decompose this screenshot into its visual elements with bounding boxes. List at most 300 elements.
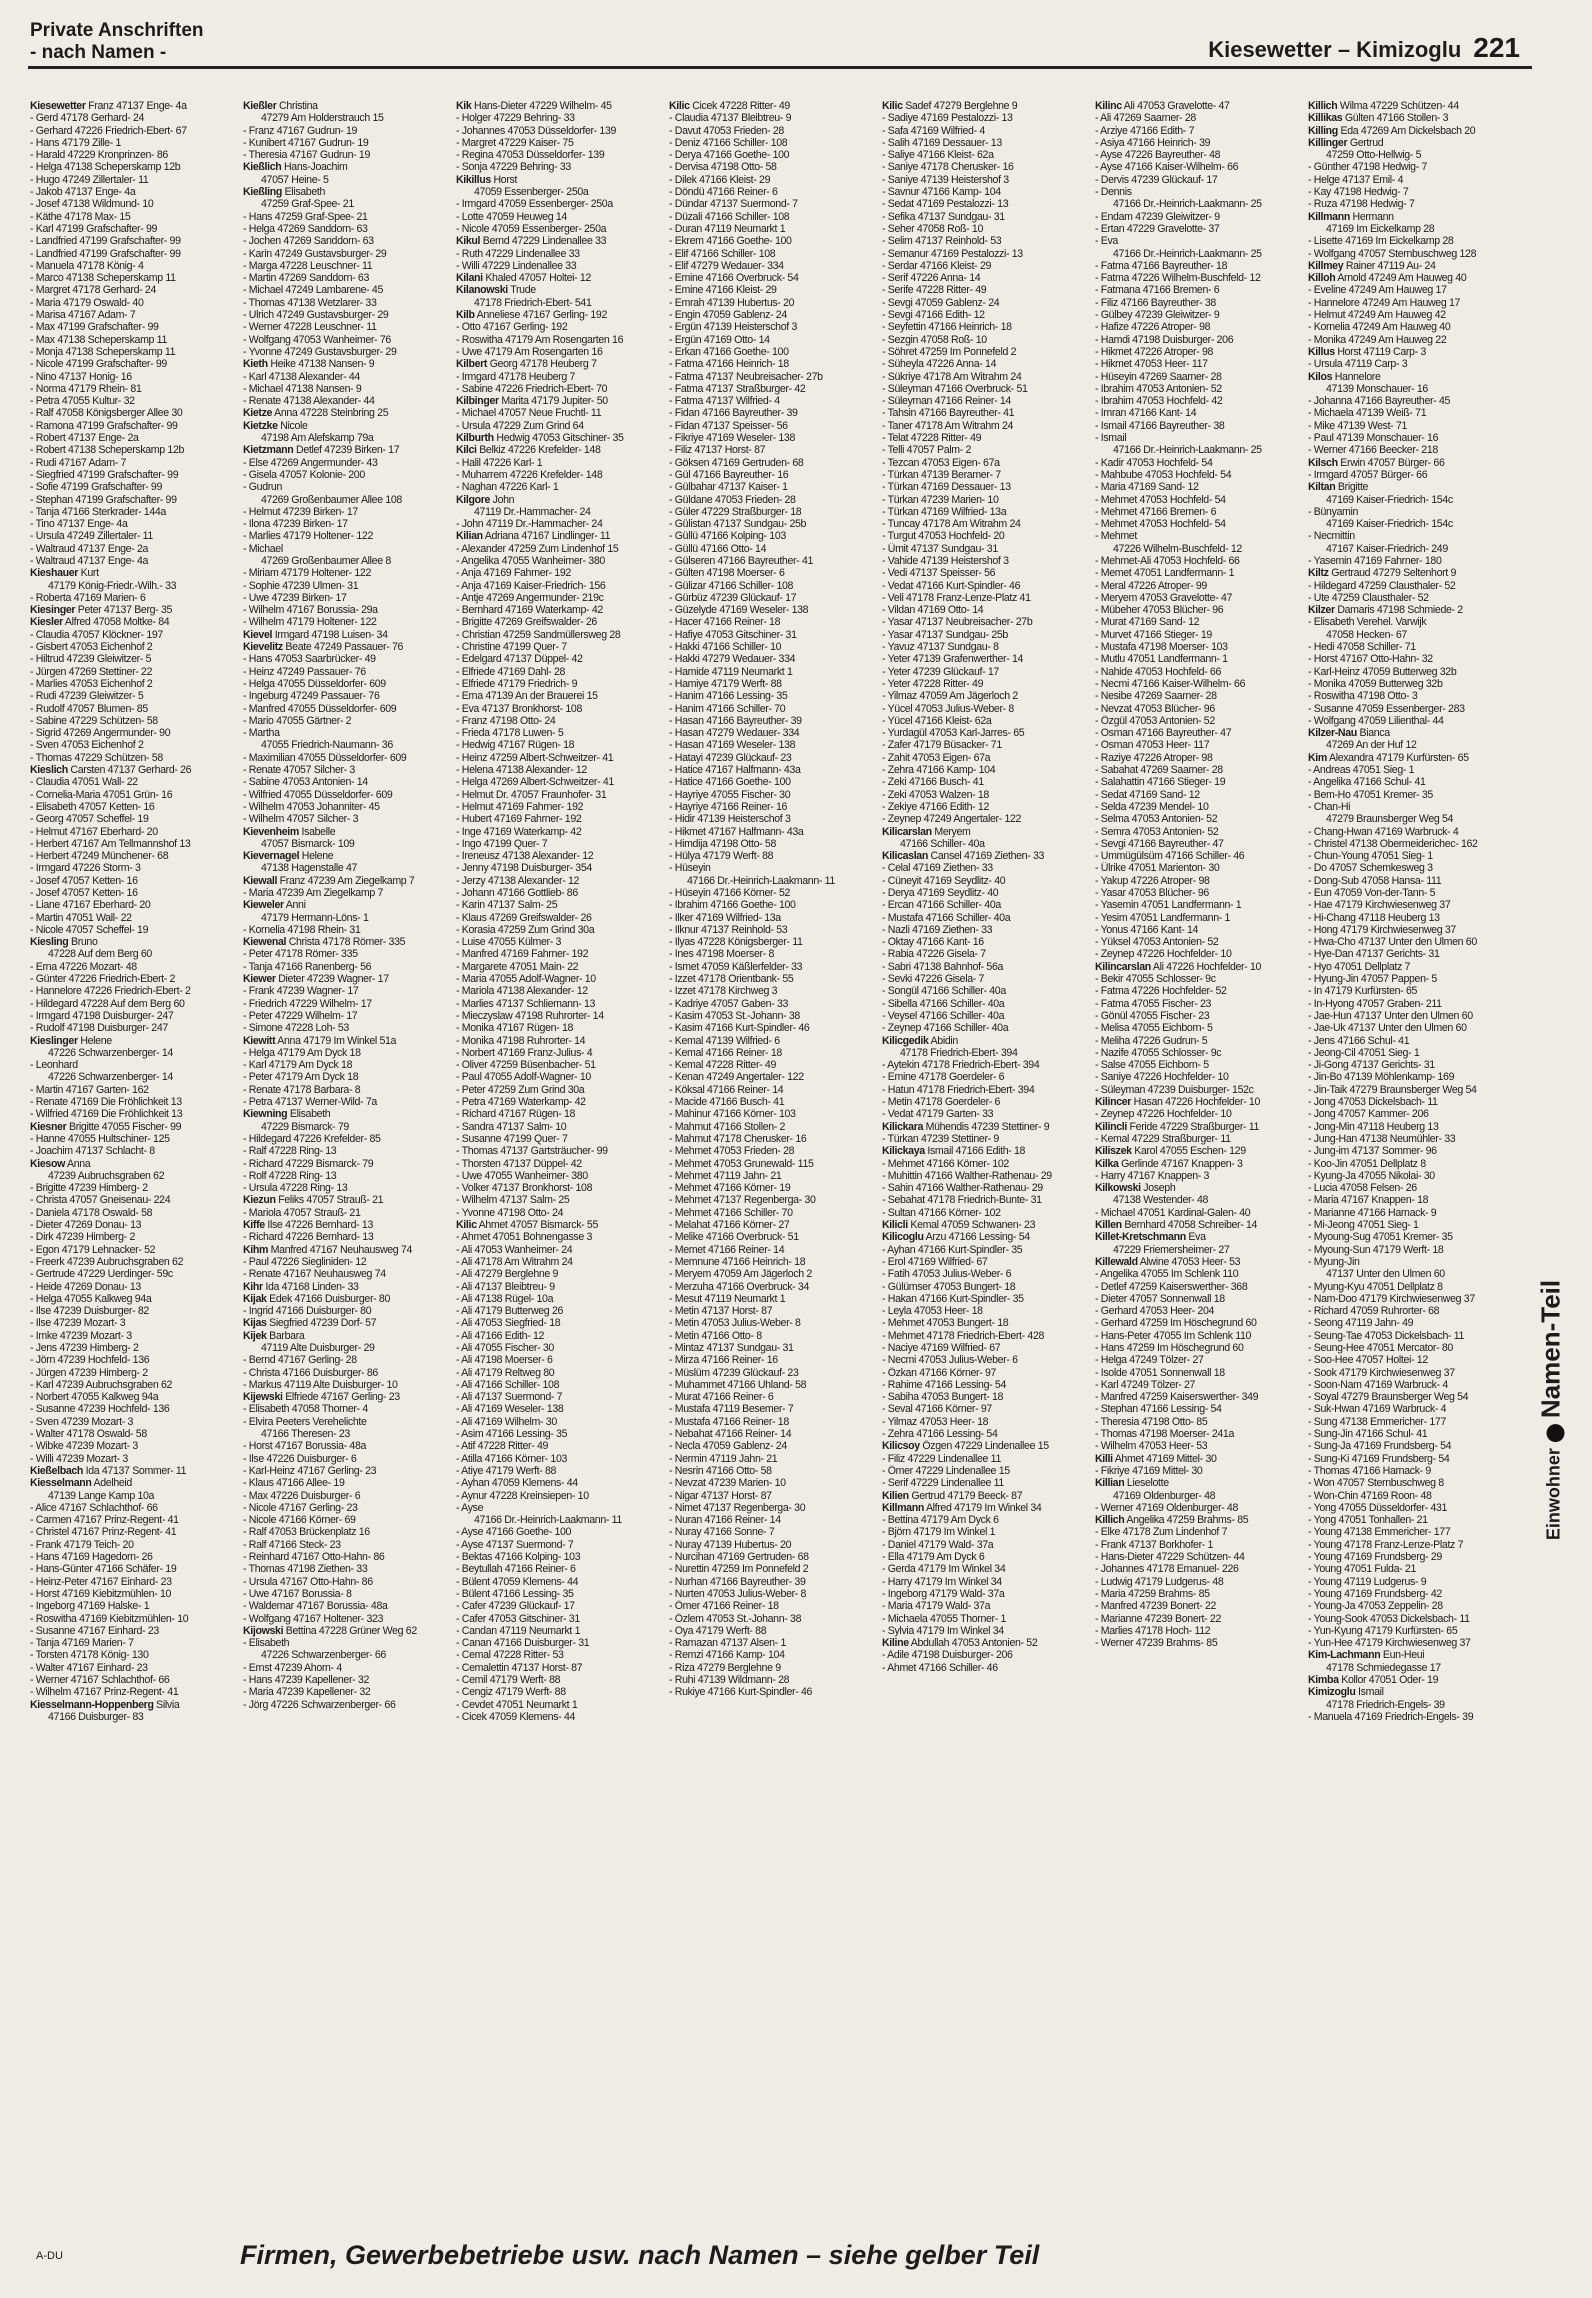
directory-entry: - Susanne 47199 Quer- 7: [456, 1132, 568, 1145]
directory-entry: 47179 König-Friedr.-Wilh.- 33: [48, 579, 177, 592]
directory-entry: Killoh Arnold 47249 Am Hauweg 40: [1308, 272, 1467, 285]
directory-entry: - Angelika 47166 Schul- 41: [1308, 776, 1426, 789]
directory-entry: - Celal 47169 Ziethen- 33: [882, 862, 993, 875]
directory-entry: - Helga 47249 Tölzer- 27: [1095, 1354, 1204, 1367]
directory-entry: Kilbinger Marita 47179 Jupiter- 50: [456, 395, 608, 408]
directory-entry: 47166 Dr.-Heinrich-Laakmann- 25: [1113, 198, 1262, 211]
directory-entry: Kievernagel Helene: [243, 850, 334, 863]
directory-entry: - Werner 47166 Beecker- 218: [1308, 444, 1438, 457]
directory-entry: - Ercan 47166 Schiller- 40a: [882, 899, 1001, 912]
directory-entry: - Marlies 47053 Eichenhof 2: [30, 677, 153, 690]
directory-entry: 47169 Kaiser-Friedrich- 154c: [1326, 493, 1453, 506]
directory-entry: - Elisabeth 47057 Ketten- 16: [30, 800, 155, 813]
directory-entry: 47226 Schwarzenberger- 14: [48, 1046, 173, 1059]
directory-entry: - Margarete 47051 Main- 22: [456, 960, 579, 973]
directory-entry: - Hidir 47139 Heisterschof 3: [669, 813, 791, 826]
directory-entry: - Saniye 47178 Cherusker- 16: [882, 161, 1014, 174]
directory-entry: - John 47119 Dr.-Hammacher- 24: [456, 518, 603, 531]
directory-entry: - Anja 47169 Fahrner- 192: [456, 567, 571, 580]
directory-entry: - Sevgi 47059 Gablenz- 24: [882, 296, 1000, 309]
directory-entry: - Mehmet 47053 Hochfeld- 54: [1095, 518, 1226, 531]
directory-entry: - Hakki 47166 Schiller- 10: [669, 641, 782, 654]
directory-entry: - Dennis: [1095, 186, 1132, 199]
directory-entry: - Manuela 47169 Friedrich-Engels- 39: [1308, 1710, 1474, 1723]
directory-entry: - Tezcan 47053 Eigen- 67a: [882, 456, 1000, 469]
directory-entry: - Hasan 47169 Weseler- 138: [669, 739, 796, 752]
directory-entry: - Hüseyin 47166 Körner- 52: [669, 887, 791, 899]
directory-entry: - Roswitha 47198 Otto- 3: [1308, 690, 1418, 703]
directory-entry: Kieshauer Kurt: [30, 567, 99, 580]
directory-entry: - Marianne 47166 Harnack- 9: [1308, 1206, 1437, 1219]
directory-entry: - Renate 47138 Alexander- 44: [243, 395, 375, 408]
directory-entry: - Marisa 47167 Adam- 7: [30, 309, 136, 322]
directory-entry: 47166 Schiller- 40a: [900, 837, 985, 850]
directory-entry: - Georg 47057 Scheffel- 19: [30, 813, 149, 826]
directory-entry: - Maria 47239 Am Ziegelkamp 7: [243, 887, 383, 899]
directory-entry: - Meryem 47053 Gravelotte- 47: [1095, 591, 1233, 604]
directory-entry: - Türkan 47169 Dessauer- 13: [882, 481, 1011, 494]
directory-entry: - Horst 47167 Otto-Hahn- 32: [1308, 653, 1433, 666]
directory-entry: - Myung-Jin: [1308, 1255, 1360, 1268]
directory-entry: - Martin 47269 Sanddorn- 63: [243, 272, 369, 285]
directory-entry: - Heinz 47259 Albert-Schweitzer- 41: [456, 751, 614, 764]
directory-entry: - Zehra 47166 Lessing- 54: [882, 1428, 998, 1441]
directory-entry: Kiesinger Peter 47137 Berg- 35: [30, 604, 173, 617]
directory-entry: - Deniz 47166 Schiller- 108: [669, 136, 788, 149]
directory-entry: - Davut 47053 Frieden- 28: [669, 124, 784, 137]
directory-entry: - Cemalettin 47137 Horst- 87: [456, 1661, 583, 1674]
directory-entry: Kiffe Ilse 47226 Bernhard- 13: [243, 1219, 374, 1232]
directory-entry: - Else 47269 Angermunder- 43: [243, 456, 378, 469]
directory-entry: - Michael 47051 Kardinal-Galen- 40: [1095, 1206, 1251, 1219]
directory-entry: - Carmen 47167 Prinz-Regent- 41: [30, 1514, 179, 1527]
directory-column: [456, 100, 654, 2190]
directory-entry: - Izzet 47178 Kirchweg 3: [669, 985, 778, 998]
directory-entry: - Richard 47059 Ruhrorter- 68: [1308, 1305, 1440, 1318]
directory-entry: - Franz 47167 Gudrun- 19: [243, 124, 358, 137]
directory-entry: - Güler 47229 Straßburger- 18: [669, 505, 802, 518]
directory-entry: - Josef 47138 Wildmund- 10: [30, 198, 154, 211]
directory-entry: Kiline Abdullah 47053 Antonien- 52: [882, 1637, 1038, 1650]
directory-entry: - Seval 47166 Körner- 97: [882, 1403, 992, 1416]
directory-entry: - Tino 47137 Enge- 4a: [30, 518, 128, 531]
directory-entry: - Ilknur 47137 Reinhold- 53: [669, 923, 788, 936]
directory-entry: - Theresia 47167 Gudrun- 19: [243, 149, 370, 162]
directory-entry: - Sofie 47199 Grafschafter- 99: [30, 481, 163, 494]
directory-entry: - Manfred 47239 Bonert- 22: [1095, 1600, 1217, 1613]
directory-column: [1095, 100, 1293, 2190]
directory-entry: - Ergün 47139 Heisterschof 3: [669, 321, 797, 334]
directory-entry: - Gülseren 47166 Bayreuther- 41: [669, 554, 814, 567]
directory-entry: - Yvonne 47249 Gustavsburger- 29: [243, 345, 397, 358]
directory-entry: Kilka Gerlinde 47167 Knappen- 3: [1095, 1157, 1243, 1170]
directory-entry: - Jin-Bo 47139 Möhlenkamp- 169: [1308, 1071, 1455, 1084]
directory-entry: - Fatma 47166 Heinrich- 18: [669, 358, 789, 371]
directory-entry: Kiltz Gertraud 47279 Seltenhort 9: [1308, 567, 1457, 580]
directory-entry: - Nazli 47169 Ziethen- 33: [882, 923, 993, 936]
directory-entry: - Ülrike 47051 Marienton- 30: [1095, 862, 1220, 875]
side-tab: [1528, 1240, 1574, 1580]
directory-entry: - Holger 47229 Behring- 33: [456, 112, 575, 125]
directory-entry: - Antje 47269 Angermunder- 219c: [456, 591, 604, 604]
directory-entry: - Fatih 47053 Julius-Weber- 6: [882, 1268, 1012, 1281]
directory-entry: 47226 Schwarzenberger- 14: [48, 1071, 173, 1084]
directory-entry: Killmann Alfred 47179 Im Winkel 34: [882, 1501, 1042, 1514]
directory-entry: - Daniel 47179 Wald- 37a: [882, 1538, 994, 1551]
directory-entry: 47166 Dr.-Heinrich-Laakmann- 11: [474, 1514, 622, 1527]
directory-entry: - Max 47138 Scheperskamp 11: [30, 333, 167, 346]
directory-entry: - Hans 47053 Saarbrücker- 49: [243, 653, 376, 666]
directory-entry: - Sophie 47239 Ulmen- 31: [243, 579, 359, 592]
directory-entry: - Yasar 47137 Sundgau- 25b: [882, 628, 1008, 641]
directory-entry: - Suk-Hwan 47169 Warbruck- 4: [1308, 1403, 1447, 1416]
directory-entry: - Yasemin 47051 Landfermann- 1: [1095, 899, 1242, 912]
directory-entry: - Karl-Heinz 47167 Gerling- 23: [243, 1464, 377, 1477]
directory-entry: - Kornelia 47249 Am Hauweg 40: [1308, 321, 1451, 334]
directory-entry: Kiewenal Christa 47178 Römer- 335: [243, 936, 406, 949]
directory-entry: - Michael 47057 Neue Fruchtl- 11: [456, 407, 602, 420]
directory-entry: - Michaela 47055 Thorner- 1: [882, 1612, 1007, 1625]
directory-entry: - Memet 47166 Reiner- 14: [669, 1243, 785, 1256]
directory-entry: - Seung-Hee 47051 Mercator- 80: [1308, 1341, 1453, 1354]
directory-entry: - Hans 47259 Graf-Spee- 21: [243, 210, 368, 223]
directory-entry: - Erna 47139 An der Brauerei 15: [456, 690, 598, 703]
directory-entry: - Nino 47137 Honig- 16: [30, 370, 132, 383]
directory-entry: - Eveline 47249 Am Hauweg 17: [1308, 284, 1447, 297]
directory-entry: - Won 47057 Sternbuschweg 8: [1308, 1477, 1444, 1490]
directory-entry: - Mustafa 47198 Moerser- 103: [1095, 641, 1228, 654]
directory-entry: - Ergün 47169 Otto- 14: [669, 333, 770, 346]
directory-entry: - Özkan 47166 Körner- 97: [882, 1366, 997, 1379]
directory-entry: - Daniela 47178 Oswald- 58: [30, 1206, 153, 1219]
directory-entry: - Helga 47055 Kalkweg 94a: [30, 1292, 152, 1305]
directory-entry: Kilickara Mühendis 47239 Stettiner- 9: [882, 1120, 1050, 1133]
directory-entry: - Güzelyde 47169 Weseler- 138: [669, 604, 809, 617]
directory-entry: - Güllü 47166 Otto- 14: [669, 542, 767, 555]
directory-entry: - Müslüm 47239 Glückauf- 23: [669, 1366, 799, 1379]
directory-entry: - Marco 47138 Scheperskamp 11: [30, 272, 176, 285]
directory-entry: Killmann Hermann: [1308, 210, 1394, 223]
directory-entry: Kilic Ahmet 47057 Bismarck- 55: [456, 1219, 599, 1232]
directory-entry: - Wilhelm 47179 Holtener- 122: [243, 616, 377, 629]
directory-entry: - Himdija 47198 Otto- 58: [669, 837, 777, 850]
directory-entry: - Frank 47137 Borkhofer- 1: [1095, 1538, 1214, 1551]
directory-entry: - Helmut 47249 Am Hauweg 42: [1308, 309, 1446, 322]
directory-entry: - Memnune 47166 Heinrich- 18: [669, 1255, 806, 1268]
directory-entry: - Mehmet 47178 Friedrich-Ebert- 428: [882, 1329, 1045, 1342]
directory-entry: Killen Bernhard 47058 Schreiber- 14: [1095, 1219, 1258, 1232]
directory-entry: - Helga 47138 Scheperskamp 12b: [30, 161, 181, 174]
directory-entry: - Metin 47137 Horst- 87: [669, 1305, 773, 1318]
directory-entry: - Serif 47229 Lindenallee 11: [882, 1477, 1004, 1490]
directory-entry: - Monika 47198 Ruhrorter- 14: [456, 1034, 586, 1047]
directory-entry: - Melike 47166 Overbruck- 51: [669, 1231, 799, 1244]
directory-entry: - Rudolf 47057 Blumen- 85: [30, 702, 148, 715]
directory-entry: - Ali 47055 Fischer- 30: [456, 1341, 554, 1354]
directory-entry: - Meliha 47226 Gudrun- 5: [1095, 1034, 1208, 1047]
directory-entry: - Ursula 47167 Otto-Hahn- 86: [243, 1575, 373, 1588]
directory-entry: Kilos Hannelore: [1308, 370, 1381, 383]
directory-entry: Kimizoglu Ismail: [1308, 1686, 1384, 1699]
directory-entry: 47055 Friedrich-Naumann- 36: [261, 739, 393, 752]
directory-entry: - Yeter 47228 Ritter- 49: [882, 677, 984, 690]
directory-entry: - Helga 47179 Am Dyck 18: [243, 1046, 361, 1059]
directory-entry: - Norma 47179 Rhein- 81: [30, 382, 142, 395]
directory-entry: - Hatun 47178 Friedrich-Ebert- 394: [882, 1083, 1035, 1096]
directory-entry: - Ali 47198 Moerser- 6: [456, 1354, 553, 1367]
directory-entry: Kießler Christina: [243, 100, 318, 112]
directory-entry: - Mutlu 47051 Landfermann- 1: [1095, 653, 1228, 666]
directory-entry: - Nurhan 47166 Bayreuther- 39: [669, 1575, 806, 1588]
directory-entry: Kilickaya Ismail 47166 Edith- 18: [882, 1145, 1026, 1158]
directory-entry: - Rolf 47228 Ring- 13: [243, 1169, 337, 1182]
directory-entry: - Hans 47259 Im Höschegrund 60: [1095, 1341, 1244, 1354]
directory-entry: - Tahsin 47166 Bayreuther- 41: [882, 407, 1015, 420]
directory-entry: - Richard 47167 Rügen- 18: [456, 1108, 576, 1121]
directory-entry: - Soon-Nam 47169 Warbruck- 4: [1308, 1378, 1448, 1391]
directory-entry: 47178 Friedrich-Ebert- 541: [474, 296, 592, 309]
directory-entry: - Martha: [243, 727, 280, 740]
directory-entry: - Irmgard 47178 Heuberg 7: [456, 370, 576, 383]
directory-entry: - Hans-Peter 47055 Im Schlenk 110: [1095, 1329, 1252, 1342]
directory-entry: - Irmgard 47057 Bürger- 66: [1308, 468, 1428, 481]
directory-entry: - Harry 47179 Im Winkel 34: [882, 1575, 1002, 1588]
directory-entry: - Hannelore 47226 Friedrich-Ebert- 2: [30, 985, 191, 998]
directory-entry: - Necmittin: [1308, 530, 1355, 543]
directory-entry: Kietzmann Detlef 47239 Birken- 17: [243, 444, 400, 457]
directory-entry: - Vedat 47166 Kurt-Spindler- 46: [882, 579, 1021, 592]
directory-entry: - Jens 47239 Himberg- 2: [30, 1341, 139, 1354]
directory-entry: - Süleyman 47166 Overbruck- 51: [882, 382, 1028, 395]
directory-entry: Kieslich Carsten 47137 Gerhard- 26: [30, 764, 192, 777]
directory-entry: Killet-Kretschmann Eva: [1095, 1231, 1206, 1244]
directory-entry: - Andreas 47051 Sieg- 1: [1308, 764, 1415, 777]
directory-entry: - Sung-Ja 47169 Frundsberg- 54: [1308, 1440, 1452, 1453]
directory-entry: - Günter 47226 Friedrich-Ebert- 2: [30, 973, 176, 986]
directory-entry: - Nazife 47055 Schlosser- 9c: [1095, 1046, 1222, 1059]
directory-entry: Kilincarslan Ali 47226 Hochfelder- 10: [1095, 960, 1262, 973]
directory-entry: - Theresia 47198 Otto- 85: [1095, 1415, 1208, 1428]
directory-entry: - Brigitte 47269 Greifswalder- 26: [456, 616, 597, 629]
directory-entry: - Helga 47269 Albert-Schweitzer- 41: [456, 776, 614, 789]
directory-entry: - Anja 47169 Kaiser-Friedrich- 156: [456, 579, 606, 592]
directory-entry: Kilzer Damaris 47198 Schmiede- 2: [1308, 604, 1463, 617]
directory-entry: - Hedwig 47167 Rügen- 18: [456, 739, 575, 752]
directory-entry: - Jae-Uk 47137 Unter den Ulmen 60: [1308, 1022, 1467, 1035]
directory-entry: - Young-Sook 47053 Dickelsbach- 11: [1308, 1612, 1470, 1625]
directory-entry: - Yavuz 47137 Sundgau- 8: [882, 641, 999, 654]
directory-entry: - Harry 47167 Knappen- 3: [1095, 1169, 1210, 1182]
directory-entry: 47169 Oldenburger- 48: [1113, 1489, 1216, 1502]
directory-column: [243, 100, 441, 2190]
directory-entry: - Yun-Hee 47179 Kirchwiesenweg 37: [1308, 1637, 1471, 1650]
directory-entry: - Atiye 47179 Werft- 88: [456, 1464, 557, 1477]
section-title: [30, 20, 204, 64]
directory-entry: - Mehmet 47053 Grunewald- 115: [669, 1157, 814, 1170]
directory-entry: - Wilhelm 47167 Borussia- 29a: [243, 604, 378, 617]
directory-entry: - Yong 47051 Tonhallen- 21: [1308, 1514, 1428, 1527]
directory-entry: Kilincer Hasan 47226 Hochfelder- 10: [1095, 1096, 1261, 1109]
directory-entry: - Murat 47169 Sand- 12: [1095, 616, 1200, 629]
directory-entry: - Metin 47178 Goerdeler- 6: [882, 1096, 1001, 1109]
directory-entry: - Irmgard 47226 Storm- 3: [30, 862, 141, 875]
directory-entry: - Detlef 47259 Kaiserswerther- 368: [1095, 1280, 1248, 1293]
directory-entry: - Ines 47198 Moerser- 8: [669, 948, 775, 961]
directory-entry: Kieth Heike 47138 Nansen- 9: [243, 358, 375, 371]
directory-entry: - Kyung-Ja 47055 Nikolai- 30: [1308, 1169, 1435, 1182]
directory-entry: - Helmut 47167 Eberhard- 20: [30, 825, 158, 838]
directory-entry: - Karin 47137 Salm- 25: [456, 899, 558, 912]
directory-entry: - Ismail 47166 Bayreuther- 38: [1095, 419, 1225, 432]
directory-entry: Killinger Gertrud: [1308, 136, 1384, 149]
directory-entry: - Otto 47167 Gerling- 192: [456, 321, 568, 334]
directory-entry: 47259 Otto-Hellwig- 5: [1326, 149, 1422, 162]
directory-entry: - Mehmet 47053 Hochfeld- 54: [1095, 493, 1226, 506]
directory-entry: - Josef 47057 Ketten- 16: [30, 887, 138, 899]
directory-entry: - Peter 47178 Römer- 335: [243, 948, 358, 961]
directory-entry: - Hans 47179 Zille- 1: [30, 136, 121, 149]
directory-entry: - Max 47226 Duisburger- 6: [243, 1489, 361, 1502]
directory-entry: Killikas Gülten 47166 Stollen- 3: [1308, 112, 1449, 125]
directory-column: [669, 100, 867, 2190]
directory-entry: - Waldemar 47167 Borussia- 48a: [243, 1600, 388, 1613]
directory-entry: - Serife 47228 Ritter- 49: [882, 284, 987, 297]
directory-entry: 47137 Unter den Ulmen 60: [1326, 1268, 1445, 1281]
directory-entry: - Emine 47178 Goerdeler- 6: [882, 1071, 1005, 1084]
directory-entry: - Hae 47179 Kirchwiesenweg 37: [1308, 899, 1451, 912]
directory-entry: - Necmi 47053 Julius-Weber- 6: [882, 1354, 1018, 1367]
directory-entry: - Rudolf 47198 Duisburger- 247: [30, 1022, 168, 1035]
directory-entry: - Fidan 47166 Bayreuther- 39: [669, 407, 798, 420]
directory-entry: - Hildegard 47228 Auf dem Berg 60: [30, 997, 185, 1010]
directory-entry: - Filiz 47229 Lindenallee 11: [882, 1452, 1001, 1465]
directory-entry: - Gülbey 47239 Gleiwitzer- 9: [1095, 309, 1220, 322]
directory-entry: - Johann 47166 Gottlieb- 86: [456, 887, 578, 899]
directory-entry: - Peter 47179 Am Dyck 18: [243, 1071, 359, 1084]
directory-entry: - Young 47119 Ludgerus- 9: [1308, 1575, 1427, 1588]
directory-entry: - Ilse 47226 Duisburger- 6: [243, 1452, 357, 1465]
directory-entry: - Hamiye 47179 Werft- 88: [669, 677, 782, 690]
directory-entry: - Karin 47249 Gustavsburger- 29: [243, 247, 387, 260]
directory-entry: - Gerhard 47226 Friedrich-Ebert- 67: [30, 124, 187, 137]
directory-entry: - Frieda 47178 Luwen- 5: [456, 727, 564, 740]
directory-entry: 47229 Bismarck- 79: [261, 1120, 349, 1133]
directory-entry: - Ali 47269 Saarner- 28: [1095, 112, 1196, 125]
directory-entry: 47226 Schwarzenberger- 66: [261, 1649, 386, 1662]
directory-entry: - Zeki 47166 Busch- 41: [882, 776, 984, 789]
directory-entry: - Ali 47179 Butterweg 26: [456, 1305, 564, 1318]
directory-entry: - Hakan 47166 Kurt-Spindler- 35: [882, 1292, 1024, 1305]
directory-entry: - Selda 47239 Mendel- 10: [1095, 800, 1209, 813]
directory-entry: - Yeter 47239 Glückauf- 17: [882, 665, 999, 678]
directory-entry: - Jochen 47269 Sanddorn- 63: [243, 235, 374, 248]
directory-entry: - Ismet 47059 Käßlerfelder- 33: [669, 960, 803, 973]
directory-entry: - Cengiz 47179 Werft- 88: [456, 1686, 566, 1699]
directory-entry: - Sükriye 47178 Am Witrahm 24: [882, 370, 1022, 383]
directory-entry: Kiesewetter Franz 47137 Enge- 4a: [30, 100, 187, 112]
directory-entry: - Nicole 47167 Gerling- 23: [243, 1501, 358, 1514]
directory-entry: - Ali 47169 Weseler- 138: [456, 1403, 564, 1416]
directory-entry: - Petra 47169 Waterkamp- 42: [456, 1096, 586, 1109]
directory-entry: - Wilhelm 47137 Salm- 25: [456, 1194, 570, 1207]
directory-entry: - Dieter 47269 Donau- 13: [30, 1219, 142, 1232]
directory-entry: - Sven 47239 Mozart- 3: [30, 1415, 134, 1428]
directory-entry: - Claudia 47057 Klöckner- 197: [30, 628, 163, 641]
directory-entry: 47139 Lange Kamp 10a: [48, 1489, 155, 1502]
directory-entry: - Mieczyslaw 47198 Ruhrorter- 14: [456, 1009, 604, 1022]
directory-entry: Kilb Anneliese 47167 Gerling- 192: [456, 309, 607, 322]
directory-entry: - Mintaz 47137 Sundgau- 31: [669, 1341, 794, 1354]
directory-entry: - Emrah 47139 Hubertus- 20: [669, 296, 795, 309]
directory-entry: 47119 Alte Duisburger- 29: [261, 1341, 375, 1354]
directory-entry: - Luise 47055 Külmer- 3: [456, 936, 562, 949]
directory-entry: - Güllü 47166 Kolping- 103: [669, 530, 786, 543]
directory-entry: - Hayriye 47166 Reiner- 16: [669, 800, 788, 813]
directory-entry: - Michael: [243, 542, 283, 555]
directory-entry: - Mustafa 47166 Schiller- 40a: [882, 911, 1011, 924]
directory-entry: - Ilyas 47228 Königsberger- 11: [669, 936, 803, 949]
directory-column: [30, 100, 228, 2190]
directory-entry: - Arziye 47166 Edith- 7: [1095, 124, 1195, 137]
directory-entry: - Ali 47178 Am Witrahm 24: [456, 1255, 573, 1268]
directory-entry: - Hans 47239 Kapellener- 32: [243, 1674, 370, 1686]
directory-entry: Kilic Sadef 47279 Berglehne 9: [882, 100, 1018, 112]
directory-entry: - Sadiye 47169 Pestalozzi- 13: [882, 112, 1013, 125]
directory-entry: Kiesselmann-Hoppenberg Silvia: [30, 1698, 180, 1711]
directory-entry: - Nicole 47059 Essenberger- 250a: [456, 222, 607, 235]
directory-entry: - Myoung-Sug 47051 Kremer- 35: [1308, 1231, 1453, 1244]
directory-entry: 47057 Heine- 5: [261, 173, 329, 186]
directory-entry: - Marlies 47179 Holtener- 122: [243, 530, 373, 543]
directory-entry: - Ismail: [1095, 432, 1127, 445]
directory-entry: - Jakob 47137 Enge- 4a: [30, 186, 136, 199]
directory-entry: - Dervis 47239 Glückauf- 17: [1095, 173, 1218, 186]
directory-entry: - Mario 47055 Gärtner- 2: [243, 714, 352, 727]
directory-entry: - Tanja 47166 Ranenberg- 56: [243, 960, 372, 973]
directory-entry: - Margret 47229 Kaiser- 75: [456, 136, 574, 149]
directory-entry: Kijek Barbara: [243, 1329, 305, 1342]
directory-entry: - Christel 47167 Prinz-Regent- 41: [30, 1526, 177, 1539]
directory-entry: - Max 47199 Grafschafter- 99: [30, 321, 159, 334]
directory-entry: - Jong 47057 Kammer- 206: [1308, 1108, 1429, 1121]
directory-entry: - Oktay 47166 Kant- 16: [882, 936, 984, 949]
directory-entry: - Wilhelm 47057 Silcher- 3: [243, 813, 359, 826]
directory-entry: - Ibrahim 47053 Hochfeld- 42: [1095, 395, 1223, 408]
directory-entry: - Mehmet 47166 Körner- 19: [669, 1182, 791, 1195]
directory-entry: - Nevzat 47053 Blücher- 96: [1095, 702, 1215, 715]
directory-entry: - Sven 47053 Eichenhof 2: [30, 739, 144, 752]
directory-entry: - Hwa-Cho 47137 Unter den Ulmen 60: [1308, 936, 1477, 949]
directory-entry: - Wilfried 47055 Düsseldorfer- 609: [243, 788, 393, 801]
directory-entry: - Elisabeth Verehel. Varwijk: [1308, 616, 1427, 629]
directory-entry: - Hans 47169 Hagedorn- 26: [30, 1551, 153, 1564]
directory-entry: - Ji-Gong 47137 Gerichts- 31: [1308, 1059, 1435, 1072]
directory-entry: - Yasar 47053 Blücher- 96: [1095, 887, 1209, 899]
directory-entry: - Koo-Jin 47051 Dellplatz 8: [1308, 1157, 1426, 1170]
directory-entry: - Sabiha 47053 Bungert- 18: [882, 1391, 1004, 1404]
directory-entry: - Saniye 47226 Hochfelder- 10: [1095, 1071, 1229, 1084]
directory-entry: - Robert 47137 Enge- 2a: [30, 432, 139, 445]
directory-entry: - Songül 47166 Schiller- 40a: [882, 985, 1006, 998]
directory-entry: - Ali 47169 Wilhelm- 30: [456, 1415, 557, 1428]
directory-entry: Kilzer-Nau Bianca: [1308, 727, 1390, 740]
directory-entry: Kieslinger Helene: [30, 1034, 112, 1047]
directory-entry: - Helga 47269 Sanddorn- 63: [243, 222, 368, 235]
directory-entry: - Claudia 47051 Wall- 22: [30, 776, 138, 789]
directory-entry: - Do 47057 Schemkesweg 3: [1308, 862, 1433, 875]
directory-entry: - Stephan 47166 Lessing- 54: [1095, 1403, 1222, 1416]
directory-entry: - Korasia 47259 Zum Grind 30a: [456, 923, 595, 936]
